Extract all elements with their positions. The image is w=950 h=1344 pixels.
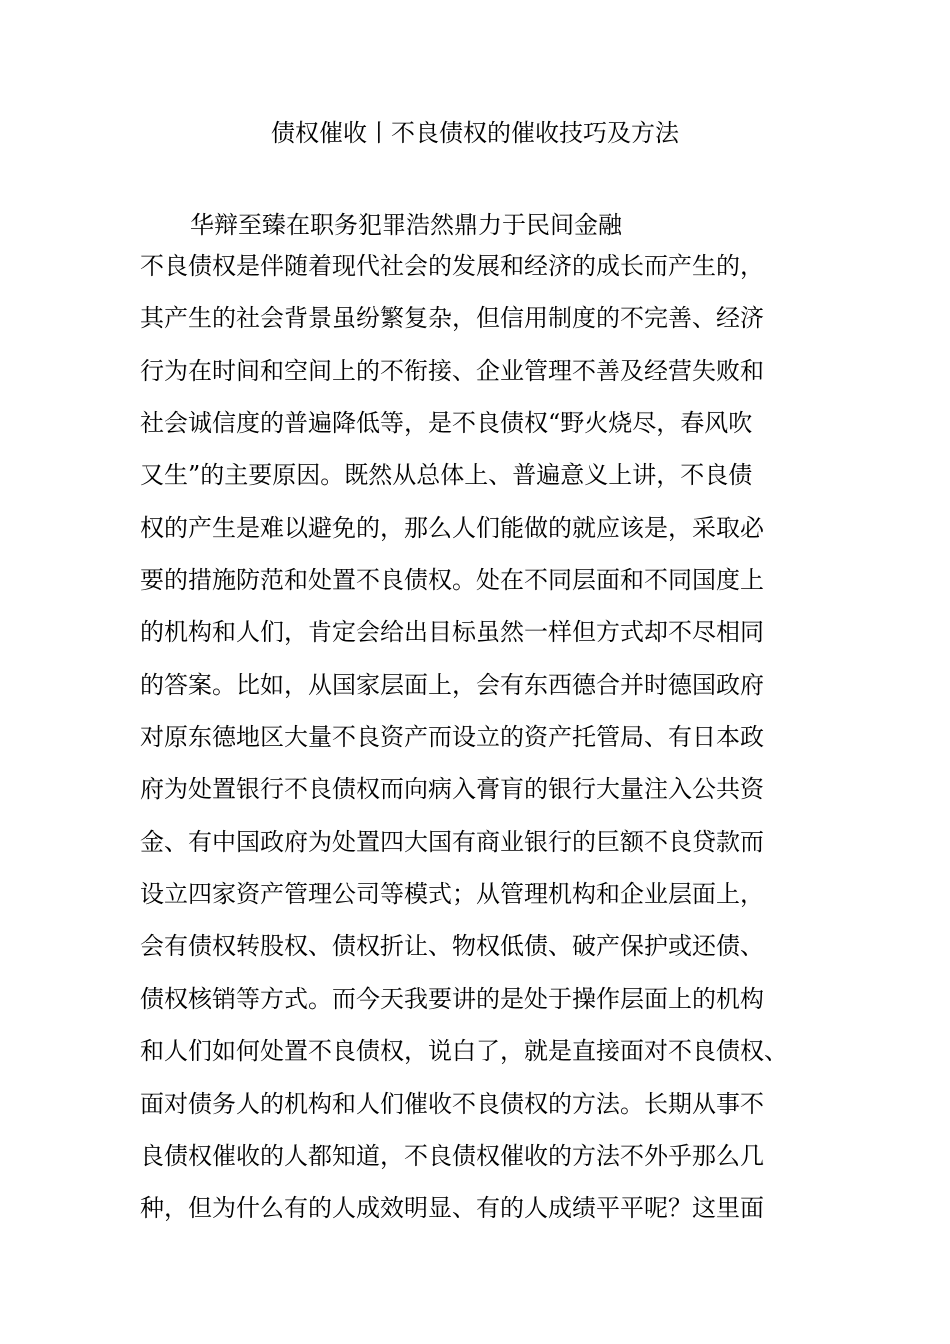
body-line: 府为处置银行不良债权而向病入膏肓的银行大量注入公共资 xyxy=(140,775,764,804)
body-line: 又生”的主要原因。既然从总体上、普遍意义上讲，不良债 xyxy=(140,461,753,490)
body-line: 金、有中国政府为处置四大国有商业银行的巨额不良贷款而 xyxy=(140,827,764,856)
body-line: 债权核销等方式。而今天我要讲的是处于操作层面上的机构 xyxy=(140,984,764,1013)
body-line: 面对债务人的机构和人们催收不良债权的方法。长期从事不 xyxy=(140,1089,764,1118)
body-line: 其产生的社会背景虽纷繁复杂，但信用制度的不完善、经济 xyxy=(140,304,764,333)
body-line: 的答案。比如，从国家层面上，会有东西德合并时德国政府 xyxy=(140,670,764,699)
document-subtitle: 华辩至臻在职务犯罪浩然鼎力于民间金融 xyxy=(190,211,622,239)
body-line: 种，但为什么有的人成效明显、有的人成绩平平呢？这里面 xyxy=(140,1194,764,1223)
body-line: 行为在时间和空间上的不衔接、企业管理不善及经营失败和 xyxy=(140,356,764,385)
document-body xyxy=(140,240,840,1235)
body-line: 良债权催收的人都知道，不良债权催收的方法不外乎那么几 xyxy=(140,1141,764,1170)
body-line: 对原东德地区大量不良资产而设立的资产托管局、有日本政 xyxy=(140,723,764,752)
body-line: 不良债权是伴随着现代社会的发展和经济的成长而产生的， xyxy=(140,252,764,280)
body-line: 要的措施防范和处置不良债权。处在不同层面和不同国度上 xyxy=(140,566,764,595)
body-line: 权的产生是难以避免的，那么人们能做的就应该是，采取必 xyxy=(140,513,764,542)
body-line: 设立四家资产管理公司等模式；从管理机构和企业层面上， xyxy=(140,880,764,909)
body-line: 社会诚信度的普遍降低等，是不良债权“野火烧尽，春风吹 xyxy=(140,409,753,438)
body-line: 的机构和人们，肯定会给出目标虽然一样但方式却不尽相同 xyxy=(140,618,764,647)
document-title: 债权催收丨不良债权的催收技巧及方法 xyxy=(271,119,679,147)
body-line: 会有债权转股权、债权折让、物权低债、破产保护或还债、 xyxy=(140,932,764,961)
body-line: 和人们如何处置不良债权，说白了，就是直接面对不良债权、 xyxy=(140,1037,788,1066)
